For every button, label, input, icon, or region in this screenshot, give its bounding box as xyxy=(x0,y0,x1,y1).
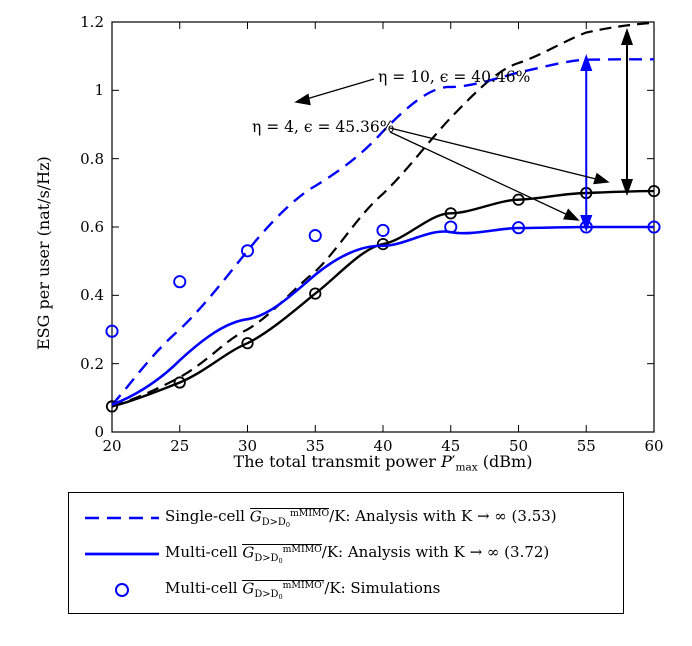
x-tick-label: 60 xyxy=(644,437,664,455)
x-tick-label: 45 xyxy=(441,437,461,455)
legend-swatch-solid-blue xyxy=(83,542,161,566)
x-tick-label: 40 xyxy=(373,437,393,455)
legend-suffix: /K: Simulations xyxy=(324,579,441,598)
x-tick-label: 30 xyxy=(237,437,258,455)
legend-suffix: /K: Analysis with K → ∞ (3.72) xyxy=(321,543,550,562)
legend-label-multi-cell-analysis xyxy=(165,543,549,564)
x-axis-label: The total transmit power $P'_{max}$ (dBm) xyxy=(233,452,533,474)
y-tick-label: 0.6 xyxy=(80,218,104,236)
annotation-eta-10: η = 10, ϵ = 40.46% xyxy=(378,68,531,86)
legend-label-single-cell-analysis xyxy=(165,507,557,528)
legend-item-multi-cell-simulations xyxy=(69,573,623,607)
x-tick-label: 55 xyxy=(576,437,596,455)
legend xyxy=(68,492,624,614)
x-axis-label-symbol: P xyxy=(441,452,452,471)
legend-item-single-cell-analysis xyxy=(69,501,623,535)
legend-symbol-sub: D>D xyxy=(261,516,286,528)
legend-symbol-sub2: 0 xyxy=(285,520,290,529)
legend-symbol-sub2: 0 xyxy=(278,556,283,565)
legend-symbol: G xyxy=(242,579,255,598)
y-tick-label: 0.8 xyxy=(80,149,104,168)
y-tick-label: 1.2 xyxy=(80,13,104,31)
x-tick-label: 25 xyxy=(170,437,190,455)
legend-symbol: G xyxy=(242,543,255,562)
legend-swatch-circle-blue xyxy=(83,578,161,602)
y-tick-label: 0.2 xyxy=(80,354,104,373)
legend-prefix: Single-cell xyxy=(165,507,250,526)
x-axis-label-symbol-sub: max xyxy=(455,461,478,474)
legend-item-multi-cell-analysis xyxy=(69,537,623,571)
x-axis-label-pre: The total transmit power xyxy=(233,452,442,471)
x-tick-label: 50 xyxy=(508,437,529,455)
x-tick-label: 35 xyxy=(305,437,325,455)
legend-prefix: Multi-cell xyxy=(165,543,243,562)
y-tick-label: 0 xyxy=(94,423,104,441)
legend-prefix: Multi-cell xyxy=(165,579,243,598)
x-tick-label: 20 xyxy=(102,437,122,455)
y-tick-label: 1 xyxy=(94,81,104,100)
legend-symbol-sub2: 0 xyxy=(278,592,283,601)
y-tick-label: 0.4 xyxy=(80,286,104,305)
legend-swatch-dashed-blue xyxy=(83,506,161,530)
legend-symbol-sup: mMIMO xyxy=(282,543,322,555)
y-axis-label: ESG per user (nat/s/Hz) xyxy=(34,156,53,350)
legend-symbol: G xyxy=(249,507,262,526)
annotation-eta-4: η = 4, ϵ = 45.36% xyxy=(252,118,395,136)
legend-label-multi-cell-simulations xyxy=(165,579,440,600)
legend-symbol-sup: mMIMO xyxy=(289,507,330,519)
legend-symbol-sub: D>D xyxy=(254,588,279,600)
legend-suffix: /K: Analysis with K → ∞ (3.53) xyxy=(329,507,557,526)
legend-symbol-sub: D>D xyxy=(254,552,279,564)
x-axis-label-post: (dBm) xyxy=(477,452,533,471)
legend-symbol-sup: mMIMO' xyxy=(282,579,325,591)
